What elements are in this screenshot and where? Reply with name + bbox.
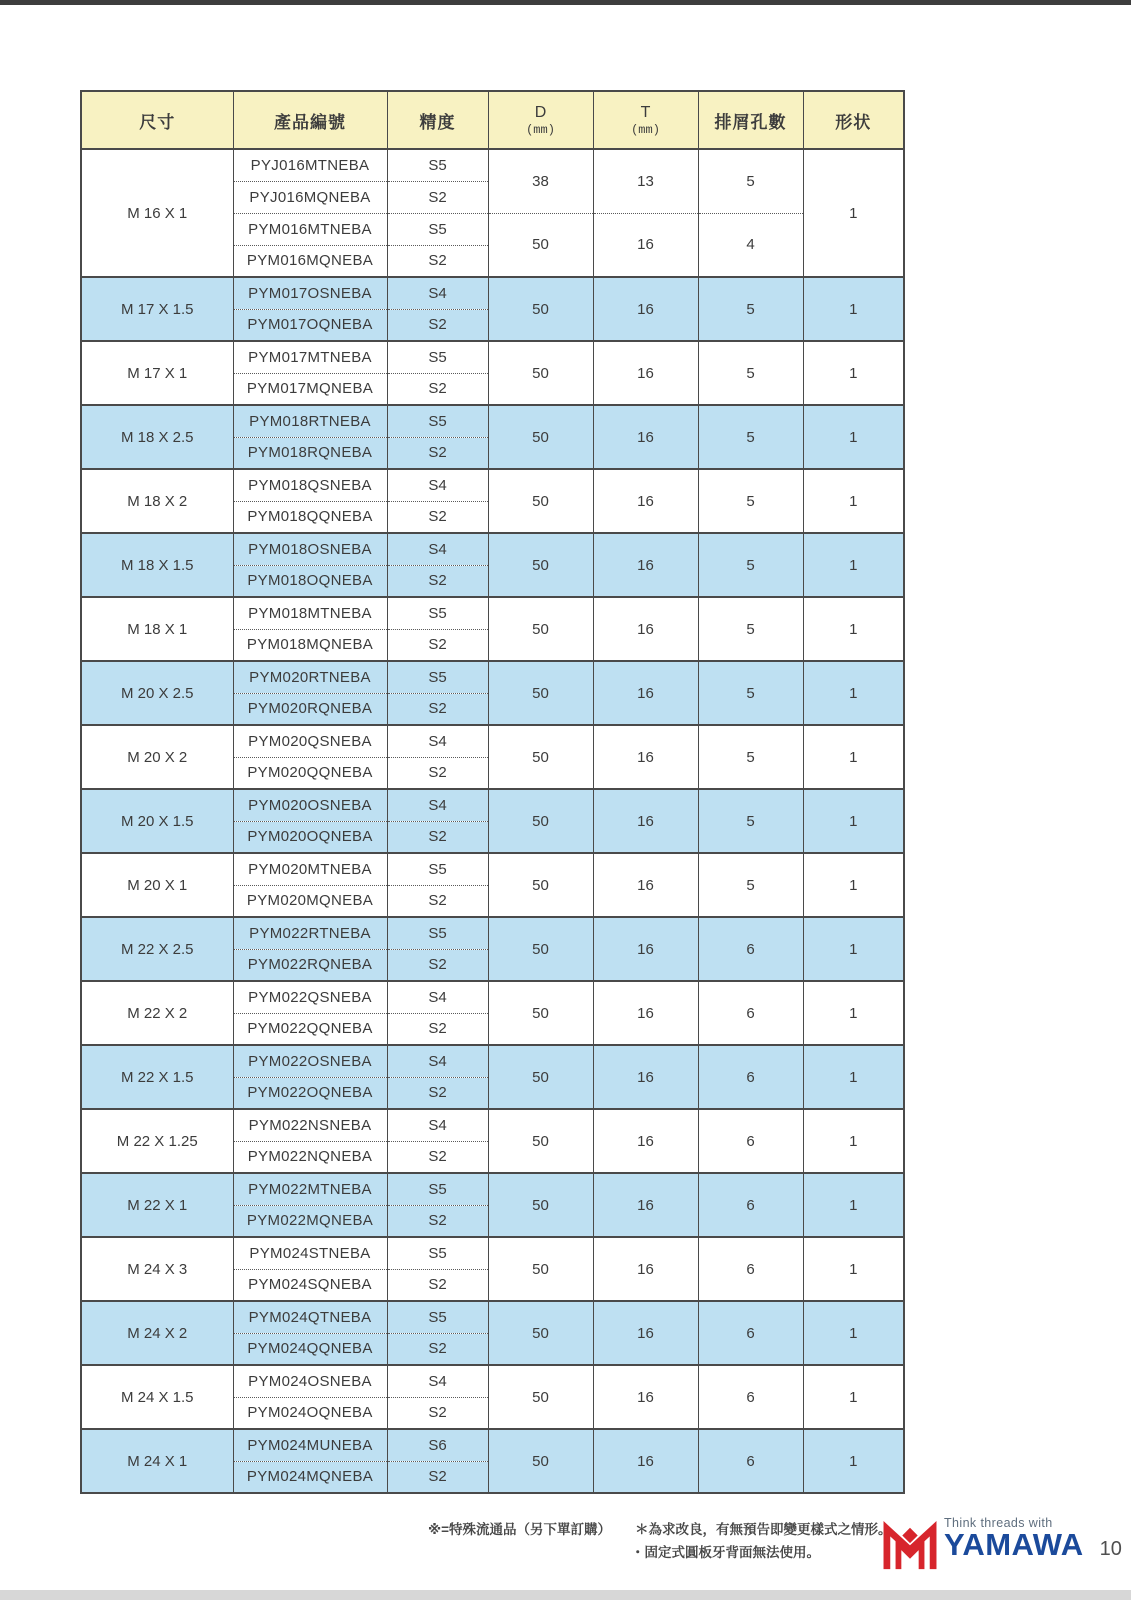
product-code-cell: PYM017OQNEBA bbox=[233, 309, 387, 341]
product-code-cell: PYM022NSNEBA bbox=[233, 1109, 387, 1141]
col-header-t-label: T bbox=[640, 103, 651, 121]
grade-cell: S2 bbox=[387, 309, 488, 341]
grade-cell: S5 bbox=[387, 1301, 488, 1333]
grade-cell: S2 bbox=[387, 1333, 488, 1365]
product-code-cell: PYM020QQNEBA bbox=[233, 757, 387, 789]
t-cell: 16 bbox=[593, 405, 698, 469]
grade-cell: S5 bbox=[387, 1173, 488, 1205]
grade-cell: S5 bbox=[387, 341, 488, 373]
holes-cell: 5 bbox=[698, 725, 803, 789]
col-header-size: 尺寸 bbox=[81, 91, 233, 149]
size-cell: M 24 X 2 bbox=[81, 1301, 233, 1365]
size-cell: M 16 X 1 bbox=[81, 149, 233, 277]
product-code-cell: PYJ016MQNEBA bbox=[233, 181, 387, 213]
t-cell: 16 bbox=[593, 277, 698, 341]
d-cell: 50 bbox=[488, 1045, 593, 1109]
product-code-cell: PYM022QQNEBA bbox=[233, 1013, 387, 1045]
t-cell: 16 bbox=[593, 789, 698, 853]
grade-cell: S5 bbox=[387, 213, 488, 245]
size-cell: M 17 X 1.5 bbox=[81, 277, 233, 341]
grade-cell: S4 bbox=[387, 789, 488, 821]
product-code-cell: PYM022NQNEBA bbox=[233, 1141, 387, 1173]
size-cell: M 18 X 2.5 bbox=[81, 405, 233, 469]
product-code-cell: PYM016MQNEBA bbox=[233, 245, 387, 277]
holes-cell: 6 bbox=[698, 1045, 803, 1109]
size-cell: M 22 X 1 bbox=[81, 1173, 233, 1237]
t-cell: 16 bbox=[593, 917, 698, 981]
product-code-cell: PYM024SQNEBA bbox=[233, 1269, 387, 1301]
t-cell: 16 bbox=[593, 341, 698, 405]
holes-cell: 5 bbox=[698, 597, 803, 661]
product-code-cell: PYM018RQNEBA bbox=[233, 437, 387, 469]
grade-cell: S2 bbox=[387, 501, 488, 533]
product-code-cell: PYM018QSNEBA bbox=[233, 469, 387, 501]
product-code-cell: PYM022QSNEBA bbox=[233, 981, 387, 1013]
col-header-d-label: D bbox=[534, 103, 547, 121]
product-code-cell: PYM024MUNEBA bbox=[233, 1429, 387, 1461]
shape-cell: 1 bbox=[803, 533, 904, 597]
t-cell: 16 bbox=[593, 853, 698, 917]
holes-cell: 6 bbox=[698, 1301, 803, 1365]
d-cell: 50 bbox=[488, 1173, 593, 1237]
d-cell: 50 bbox=[488, 597, 593, 661]
t-cell: 16 bbox=[593, 533, 698, 597]
size-cell: M 24 X 3 bbox=[81, 1237, 233, 1301]
grade-cell: S5 bbox=[387, 917, 488, 949]
shape-cell: 1 bbox=[803, 277, 904, 341]
size-cell: M 18 X 1.5 bbox=[81, 533, 233, 597]
size-cell: M 17 X 1 bbox=[81, 341, 233, 405]
grade-cell: S5 bbox=[387, 853, 488, 885]
d-cell: 50 bbox=[488, 469, 593, 533]
shape-cell: 1 bbox=[803, 341, 904, 405]
grade-cell: S4 bbox=[387, 725, 488, 757]
col-header-d-unit: (mm) bbox=[526, 122, 555, 137]
holes-cell: 6 bbox=[698, 1109, 803, 1173]
shape-cell: 1 bbox=[803, 1429, 904, 1493]
t-cell: 16 bbox=[593, 981, 698, 1045]
table-row bbox=[81, 725, 904, 757]
grade-cell: S2 bbox=[387, 821, 488, 853]
holes-cell: 5 bbox=[698, 789, 803, 853]
product-code-cell: PYM022OQNEBA bbox=[233, 1077, 387, 1109]
d-cell: 50 bbox=[488, 789, 593, 853]
d-cell: 50 bbox=[488, 1301, 593, 1365]
size-cell: M 20 X 1 bbox=[81, 853, 233, 917]
product-code-cell: PYM020RTNEBA bbox=[233, 661, 387, 693]
d-cell: 50 bbox=[488, 405, 593, 469]
product-code-cell: PYM017MQNEBA bbox=[233, 373, 387, 405]
t-cell: 16 bbox=[593, 597, 698, 661]
holes-cell: 6 bbox=[698, 917, 803, 981]
col-header-d bbox=[488, 91, 593, 149]
table-row bbox=[81, 1365, 904, 1397]
holes-cell: 4 bbox=[698, 213, 803, 277]
grade-cell: S4 bbox=[387, 533, 488, 565]
table-row bbox=[81, 981, 904, 1013]
shape-cell: 1 bbox=[803, 597, 904, 661]
grade-cell: S2 bbox=[387, 1269, 488, 1301]
d-cell: 50 bbox=[488, 981, 593, 1045]
brand-name: YAMAWA bbox=[944, 1527, 1084, 1562]
shape-cell: 1 bbox=[803, 1109, 904, 1173]
grade-cell: S5 bbox=[387, 405, 488, 437]
grade-cell: S4 bbox=[387, 277, 488, 309]
t-cell: 16 bbox=[593, 1237, 698, 1301]
t-cell: 13 bbox=[593, 149, 698, 213]
product-code-cell: PYM022OSNEBA bbox=[233, 1045, 387, 1077]
holes-cell: 6 bbox=[698, 1237, 803, 1301]
table-row bbox=[81, 469, 904, 501]
table-row bbox=[81, 1109, 904, 1141]
grade-cell: S2 bbox=[387, 373, 488, 405]
grade-cell: S5 bbox=[387, 597, 488, 629]
d-cell: 50 bbox=[488, 277, 593, 341]
yamawa-logo-icon bbox=[882, 1521, 938, 1573]
grade-cell: S4 bbox=[387, 1109, 488, 1141]
grade-cell: S4 bbox=[387, 1365, 488, 1397]
shape-cell: 1 bbox=[803, 1045, 904, 1109]
holes-cell: 5 bbox=[698, 853, 803, 917]
t-cell: 16 bbox=[593, 1045, 698, 1109]
grade-cell: S4 bbox=[387, 1045, 488, 1077]
grade-cell: S2 bbox=[387, 949, 488, 981]
table-row bbox=[81, 789, 904, 821]
size-cell: M 24 X 1 bbox=[81, 1429, 233, 1493]
holes-cell: 6 bbox=[698, 981, 803, 1045]
product-code-cell: PYM022MQNEBA bbox=[233, 1205, 387, 1237]
holes-cell: 5 bbox=[698, 405, 803, 469]
table-row bbox=[81, 1429, 904, 1461]
t-cell: 16 bbox=[593, 1301, 698, 1365]
table-row bbox=[81, 1173, 904, 1205]
holes-cell: 5 bbox=[698, 277, 803, 341]
holes-cell: 5 bbox=[698, 469, 803, 533]
table-row bbox=[81, 277, 904, 309]
product-code-cell: PYM016MTNEBA bbox=[233, 213, 387, 245]
product-code-cell: PYM020OSNEBA bbox=[233, 789, 387, 821]
grade-cell: S2 bbox=[387, 1013, 488, 1045]
t-cell: 16 bbox=[593, 1109, 698, 1173]
shape-cell: 1 bbox=[803, 917, 904, 981]
product-code-cell: PYM024QTNEBA bbox=[233, 1301, 387, 1333]
size-cell: M 20 X 1.5 bbox=[81, 789, 233, 853]
product-code-cell: PYM017MTNEBA bbox=[233, 341, 387, 373]
shape-cell: 1 bbox=[803, 661, 904, 725]
holes-cell: 5 bbox=[698, 341, 803, 405]
d-cell: 50 bbox=[488, 1365, 593, 1429]
footnote-fixed-die: ・固定式圓板牙背面無法使用。 bbox=[631, 1545, 820, 1561]
table-row bbox=[81, 149, 904, 181]
grade-cell: S2 bbox=[387, 565, 488, 597]
holes-cell: 6 bbox=[698, 1365, 803, 1429]
grade-cell: S2 bbox=[387, 1205, 488, 1237]
shape-cell: 1 bbox=[803, 789, 904, 853]
grade-cell: S2 bbox=[387, 1461, 488, 1493]
col-header-grade: 精度 bbox=[387, 91, 488, 149]
grade-cell: S5 bbox=[387, 149, 488, 181]
col-header-shape: 形状 bbox=[803, 91, 904, 149]
table-row bbox=[81, 853, 904, 885]
t-cell: 16 bbox=[593, 1365, 698, 1429]
footnote-improvement: ＊為求改良，有無預告即變更樣式之情形。 bbox=[635, 1522, 892, 1537]
t-cell: 16 bbox=[593, 725, 698, 789]
size-cell: M 22 X 1.25 bbox=[81, 1109, 233, 1173]
grade-cell: S2 bbox=[387, 437, 488, 469]
product-code-cell: PYM020MTNEBA bbox=[233, 853, 387, 885]
product-code-cell: PYM020QSNEBA bbox=[233, 725, 387, 757]
product-code-cell: PYM024OQNEBA bbox=[233, 1397, 387, 1429]
product-code-cell: PYM024STNEBA bbox=[233, 1237, 387, 1269]
size-cell: M 24 X 1.5 bbox=[81, 1365, 233, 1429]
grade-cell: S2 bbox=[387, 1141, 488, 1173]
size-cell: M 22 X 1.5 bbox=[81, 1045, 233, 1109]
t-cell: 16 bbox=[593, 469, 698, 533]
table-row bbox=[81, 405, 904, 437]
grade-cell: S5 bbox=[387, 1237, 488, 1269]
holes-cell: 5 bbox=[698, 149, 803, 213]
product-code-cell: PYM018RTNEBA bbox=[233, 405, 387, 437]
table-row bbox=[81, 1045, 904, 1077]
shape-cell: 1 bbox=[803, 981, 904, 1045]
d-cell: 38 bbox=[488, 149, 593, 213]
shape-cell: 1 bbox=[803, 1301, 904, 1365]
holes-cell: 5 bbox=[698, 533, 803, 597]
table-row bbox=[81, 1301, 904, 1333]
table-row bbox=[81, 917, 904, 949]
table-row bbox=[81, 1237, 904, 1269]
size-cell: M 18 X 2 bbox=[81, 469, 233, 533]
product-code-cell: PYM020RQNEBA bbox=[233, 693, 387, 725]
t-cell: 16 bbox=[593, 1429, 698, 1493]
product-code-cell: PYM018MQNEBA bbox=[233, 629, 387, 661]
size-cell: M 22 X 2.5 bbox=[81, 917, 233, 981]
col-header-product-code: 產品編號 bbox=[233, 91, 387, 149]
holes-cell: 6 bbox=[698, 1173, 803, 1237]
shape-cell: 1 bbox=[803, 1173, 904, 1237]
grade-cell: S2 bbox=[387, 1077, 488, 1109]
table-row bbox=[81, 533, 904, 565]
shape-cell: 1 bbox=[803, 149, 904, 277]
grade-cell: S2 bbox=[387, 245, 488, 277]
d-cell: 50 bbox=[488, 853, 593, 917]
shape-cell: 1 bbox=[803, 725, 904, 789]
holes-cell: 5 bbox=[698, 661, 803, 725]
product-code-cell: PYM022RQNEBA bbox=[233, 949, 387, 981]
d-cell: 50 bbox=[488, 213, 593, 277]
product-code-cell: PYM022RTNEBA bbox=[233, 917, 387, 949]
footnote-special-item: ※=特殊流通品（另下單訂購） bbox=[428, 1522, 612, 1537]
footnotes bbox=[428, 1521, 928, 1562]
d-cell: 50 bbox=[488, 917, 593, 981]
grade-cell: S2 bbox=[387, 629, 488, 661]
product-code-cell: PYM024OSNEBA bbox=[233, 1365, 387, 1397]
table-row bbox=[81, 341, 904, 373]
product-code-cell: PYM020MQNEBA bbox=[233, 885, 387, 917]
shape-cell: 1 bbox=[803, 1237, 904, 1301]
product-code-cell: PYM017OSNEBA bbox=[233, 277, 387, 309]
d-cell: 50 bbox=[488, 341, 593, 405]
table-row bbox=[81, 597, 904, 629]
grade-cell: S2 bbox=[387, 757, 488, 789]
grade-cell: S2 bbox=[387, 1397, 488, 1429]
product-code-cell: PYM024MQNEBA bbox=[233, 1461, 387, 1493]
d-cell: 50 bbox=[488, 725, 593, 789]
product-code-cell: PYM018MTNEBA bbox=[233, 597, 387, 629]
shape-cell: 1 bbox=[803, 469, 904, 533]
table-row bbox=[81, 661, 904, 693]
top-border-bar bbox=[0, 0, 1131, 5]
product-code-cell: PYM018OQNEBA bbox=[233, 565, 387, 597]
col-header-holes: 排屑孔數 bbox=[698, 91, 803, 149]
size-cell: M 18 X 1 bbox=[81, 597, 233, 661]
grade-cell: S4 bbox=[387, 981, 488, 1013]
product-code-cell: PYM020OQNEBA bbox=[233, 821, 387, 853]
product-code-cell: PYM024QQNEBA bbox=[233, 1333, 387, 1365]
t-cell: 16 bbox=[593, 661, 698, 725]
page-number: 10 bbox=[1099, 1538, 1122, 1560]
size-cell: M 20 X 2 bbox=[81, 725, 233, 789]
product-table bbox=[80, 90, 905, 1494]
col-header-t-unit: (mm) bbox=[631, 122, 660, 137]
grade-cell: S6 bbox=[387, 1429, 488, 1461]
shape-cell: 1 bbox=[803, 405, 904, 469]
d-cell: 50 bbox=[488, 661, 593, 725]
d-cell: 50 bbox=[488, 1237, 593, 1301]
shape-cell: 1 bbox=[803, 1365, 904, 1429]
grade-cell: S5 bbox=[387, 661, 488, 693]
d-cell: 50 bbox=[488, 533, 593, 597]
d-cell: 50 bbox=[488, 1109, 593, 1173]
product-code-cell: PYM022MTNEBA bbox=[233, 1173, 387, 1205]
brand-tagline: Think threads with bbox=[944, 1516, 1053, 1530]
t-cell: 16 bbox=[593, 213, 698, 277]
bottom-border-bar bbox=[0, 1590, 1131, 1600]
grade-cell: S4 bbox=[387, 469, 488, 501]
shape-cell: 1 bbox=[803, 853, 904, 917]
t-cell: 16 bbox=[593, 1173, 698, 1237]
size-cell: M 20 X 2.5 bbox=[81, 661, 233, 725]
product-code-cell: PYJ016MTNEBA bbox=[233, 149, 387, 181]
grade-cell: S2 bbox=[387, 181, 488, 213]
grade-cell: S2 bbox=[387, 885, 488, 917]
holes-cell: 6 bbox=[698, 1429, 803, 1493]
col-header-t bbox=[593, 91, 698, 149]
product-code-cell: PYM018QQNEBA bbox=[233, 501, 387, 533]
brand-block bbox=[882, 1516, 1122, 1573]
d-cell: 50 bbox=[488, 1429, 593, 1493]
grade-cell: S2 bbox=[387, 693, 488, 725]
size-cell: M 22 X 2 bbox=[81, 981, 233, 1045]
product-code-cell: PYM018OSNEBA bbox=[233, 533, 387, 565]
table-header-row bbox=[81, 91, 904, 149]
